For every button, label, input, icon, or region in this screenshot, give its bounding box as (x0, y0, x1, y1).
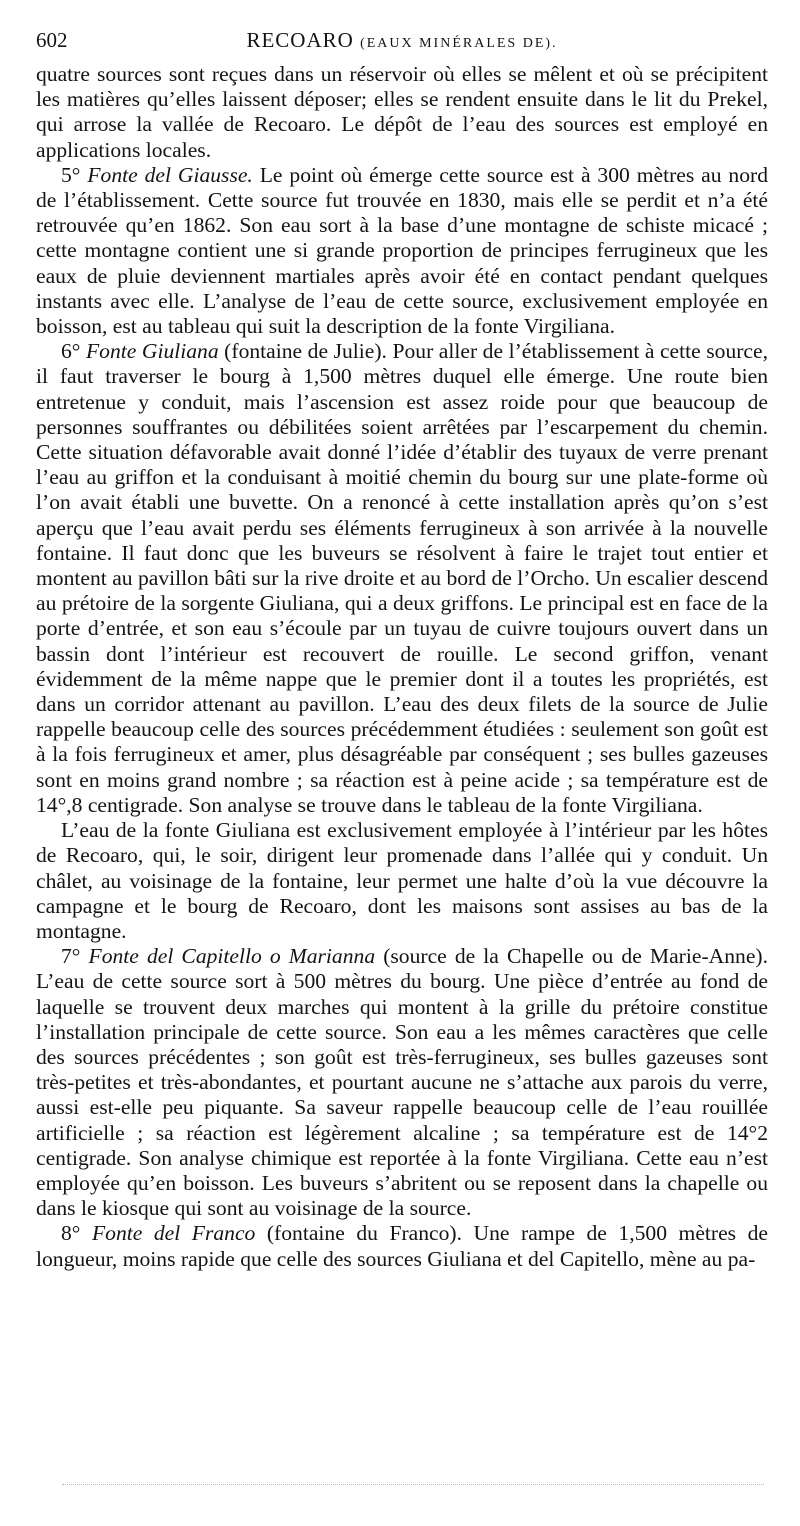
source-name: Fonte del Capitello o Marianna (88, 944, 376, 969)
running-title: RECOARO (246, 28, 354, 52)
source-name: Fonte Giuliana (85, 339, 219, 364)
section-number: 8° (61, 1221, 92, 1246)
page-header (36, 28, 768, 58)
paragraph (36, 62, 768, 163)
footer-rule (62, 1484, 764, 1485)
page-number: 602 (36, 28, 68, 52)
paragraph (36, 163, 768, 339)
section-number: 7° (61, 944, 89, 969)
paragraph (36, 818, 768, 944)
body-text (36, 62, 768, 1272)
paragraph (36, 944, 768, 1221)
paragraph-text: Le point où émerge cette source est à 300 mètres au nord de l’établissement. Cette source fut trouvée en 1830, mais elle se perdit et n’a été retrouvée qu’en 1862. Son eau sort à la base d’une montagne de schiste micacé ; cette montagne contient une si grande proportion de principes ferrugineux que les eaux de pluie deviennent martiales après avoir été en contact pendant quelques instants avec elle. L’analyse de l’eau de cette source, exclusivement employée en boisson, est au tableau qui suit la description de la fonte Virgiliana. (36, 162, 768, 339)
paragraph-text: (source de la Chapelle ou de Marie-Anne). L’eau de cette source sort à 500 mètres du bourg. Une pièce d’entrée au fond de laquelle se trouvent deux marches qui montent à la grille du prétoire constitue l’installation principale de cette source. Son eau a les mêmes caractères que celle des sources précédentes ; son goût est très-ferrugineux, ses bulles gazeuses sont très-petites et très-abondantes, et pourtant aucune ne s’attache aux parois du verre, aussi est-elle peu piquante. Sa saveur rappelle beaucoup celle de l’eau rouillée artificielle ; sa réaction est légèrement alcaline ; sa température est de 14°2 centigrade. Son analyse chimique est reportée à la fonte Virgiliana. Cette eau n’est employée qu’en boisson. Les buveurs s’abritent ou se reposent dans la chapelle ou dans le kiosque qui sont au voisinage de la source. (36, 944, 769, 1221)
paragraph (36, 339, 768, 818)
running-subtitle: (EAUX MINÉRALES DE). (360, 36, 558, 51)
paragraph-text: quatre sources sont reçues dans un réservoir où elles se mêlent et où se précipitent les matières qu’elles laissent déposer; elles se rendent ensuite dans le lit du Prekel, qui arrose la vallée de Recoaro. Le dépôt de l’eau des sources est employé en applications locales. (36, 62, 768, 162)
paragraph-text: (fontaine de Julie). Pour aller de l’établissement à cette source, il faut traverser le bourg à 1,500 mètres duquel elle émerge. Une route bien entretenue y conduit, mais l’ascension est assez roide pour que beaucoup de personnes souffrantes ou débilitées soient arrêtées par l’escarpement du chemin. Cette situation défavorable avait donné l’idée d’établir des tuyaux de verre prenant l’eau au griffon et la conduisant à moitié chemin du bourg sur une plate-forme où l’on avait établi une buvette. On a renoncé à cette installation après qu’on s’est aperçu que l’eau avait perdu ses éléments ferrugineux à son arrivée à la nouvelle fontaine. Il faut donc que les buveurs se résolvent à faire le trajet tout entier et montent au pavillon bâti sur la rive droite et au bord de l’Orcho. Un escalier descend au prétoire de la sorgente Giuliana, qui a deux griffons. Le principal est en face de la porte d’entrée, et son eau s’écoule par un tuyau de cuivre toujours ouvert dans un bassin dont l’intérieur est recouvert de rouille. Le second griffon, venant évidemment de la même nappe que le premier dont il a toutes les propriétés, est dans un corridor attenant au pavillon. L’eau des deux filets de la source de Julie rappelle beaucoup celle des sources précédemment étudiées : seulement son goût est à la fois ferrugineux et amer, plus désagréable par conséquent ; ses bulles gazeuses sont en moins grand nombre ; sa réaction est à peine acide ; sa température est de 14°,8 centigrade. Son analyse se trouve dans le tableau de la fonte Virgiliana. (36, 339, 768, 817)
section-number: 5° (61, 162, 88, 187)
source-name: Fonte del Franco (91, 1221, 256, 1246)
source-name: Fonte del Giausse. (87, 162, 253, 187)
running-head (36, 28, 768, 53)
section-number: 6° (61, 339, 86, 364)
paragraph-text: (fontaine du Franco). Une rampe de 1,500 mètres de longueur, moins rapide que celle des sources Giuliana et del Capitello, mène au pa- (36, 1221, 768, 1271)
paragraph (36, 1221, 768, 1271)
paragraph-text: L’eau de la fonte Giuliana est exclusivement employée à l’intérieur par les hôtes de Recoaro, qui, le soir, dirigent leur promenade dans l’allée qui y conduit. Un châlet, au voisinage de la fontaine, leur permet une halte d’où la vue découvre la campagne et le bourg de Recoaro, dont les maisons sont assises au bas de la montagne. (36, 818, 768, 943)
